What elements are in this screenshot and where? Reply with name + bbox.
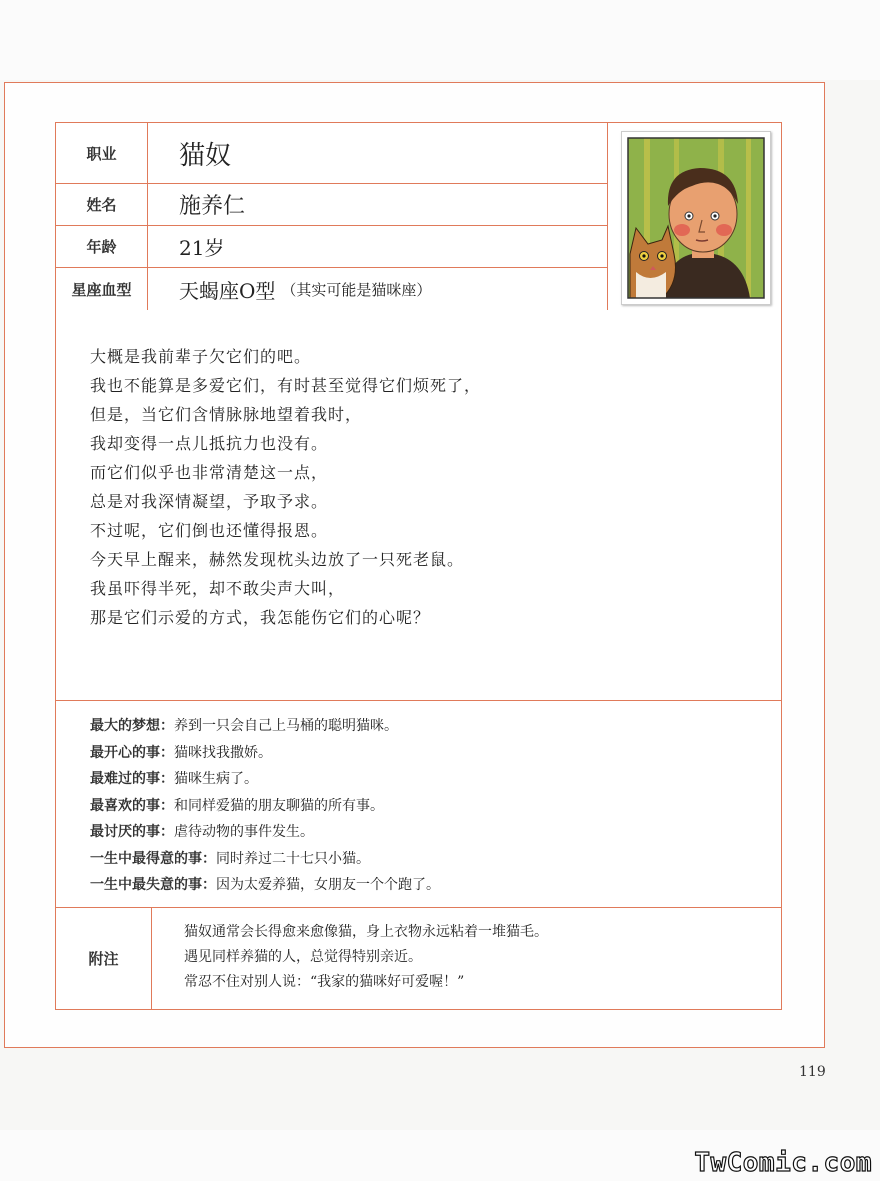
occupation-value: 猫奴 <box>179 140 232 171</box>
fact-item <box>90 766 440 793</box>
zodiac-row <box>56 268 607 310</box>
notes-section <box>56 908 781 1009</box>
age-row <box>56 226 607 268</box>
fact-value: 和同样爱猫的朋友聊猫的所有事。 <box>174 797 384 814</box>
note-line: 猫奴通常会长得愈来愈像猫，身上衣物永远粘着一堆猫毛。 <box>184 924 548 940</box>
facts-section <box>56 701 781 908</box>
fact-key: 最喜欢的事： <box>90 797 174 814</box>
zodiac-note: （其实可能是猫咪座） <box>281 280 432 299</box>
zodiac-value-cell <box>179 268 431 310</box>
portrait-illustration <box>621 131 771 305</box>
fact-item <box>90 793 440 820</box>
occupation-row <box>56 123 607 184</box>
fact-key: 最大的梦想： <box>90 718 174 734</box>
facts-list <box>90 713 440 899</box>
name-row <box>56 184 607 226</box>
fact-value: 猫咪找我撒娇。 <box>174 744 272 761</box>
story-line: 而它们似乎也非常清楚这一点， <box>90 463 329 482</box>
page-number: 119 <box>799 1064 826 1080</box>
story-line: 总是对我深情凝望，予取予求。 <box>90 492 329 511</box>
notes-text <box>184 920 548 995</box>
notes-label: 附注 <box>56 908 152 1009</box>
fact-value: 虐待动物的事件发生。 <box>174 824 314 840</box>
age-label: 年龄 <box>56 226 148 267</box>
fact-item <box>90 740 440 767</box>
note-line: 常忍不住对别人说：“我家的猫咪好可爱喔！” <box>184 974 465 990</box>
story-text <box>90 342 481 632</box>
fact-value: 猫咪生病了。 <box>174 771 258 787</box>
story-section <box>56 310 781 701</box>
zodiac-value: 天蝎座O型 <box>179 278 276 303</box>
fact-key: 最讨厌的事： <box>90 824 174 840</box>
fact-key: 最难过的事： <box>90 771 174 787</box>
portrait-cell <box>607 123 781 310</box>
fact-key: 一生中最失意的事： <box>90 877 216 893</box>
name-value: 施养仁 <box>179 194 246 219</box>
fact-item <box>90 713 440 740</box>
scan-margin-top <box>0 0 880 80</box>
story-line: 那是它们示爱的方式，我怎能伤它们的心呢？ <box>90 608 431 627</box>
fact-value: 养到一只会自己上马桶的聪明猫咪。 <box>174 718 398 734</box>
fact-value: 同时养过二十七只小猫。 <box>216 850 370 867</box>
occupation-label: 职业 <box>56 123 148 183</box>
zodiac-label: 星座血型 <box>56 268 148 310</box>
story-line: 不过呢，它们倒也还懂得报恩。 <box>90 521 329 540</box>
story-line: 但是，当它们含情脉脉地望着我时， <box>90 405 363 424</box>
story-line: 我也不能算是多爱它们，有时甚至觉得它们烦死了， <box>90 376 482 395</box>
age-value: 21岁 <box>179 236 225 260</box>
cat-person-portrait-image <box>622 132 770 304</box>
story-line: 大概是我前辈子欠它们的吧。 <box>90 347 312 366</box>
fact-key: 最开心的事： <box>90 744 174 761</box>
fact-value: 因为太爱养猫，女朋友一个个跑了。 <box>216 877 440 893</box>
site-watermark: TwComic.com <box>694 1148 872 1178</box>
note-line: 遇见同样养猫的人，总觉得特别亲近。 <box>184 949 422 965</box>
story-line: 我虽吓得半死，却不敢尖声大叫， <box>90 579 346 598</box>
fact-item <box>90 872 440 899</box>
fact-item <box>90 819 440 846</box>
fact-key: 一生中最得意的事： <box>90 850 216 867</box>
fact-item <box>90 846 440 873</box>
profile-card <box>55 122 782 1010</box>
name-label: 姓名 <box>56 184 148 225</box>
story-line: 今天早上醒来，赫然发现枕头边放了一只死老鼠。 <box>90 550 465 569</box>
story-line: 我却变得一点儿抵抗力也没有。 <box>90 434 329 453</box>
